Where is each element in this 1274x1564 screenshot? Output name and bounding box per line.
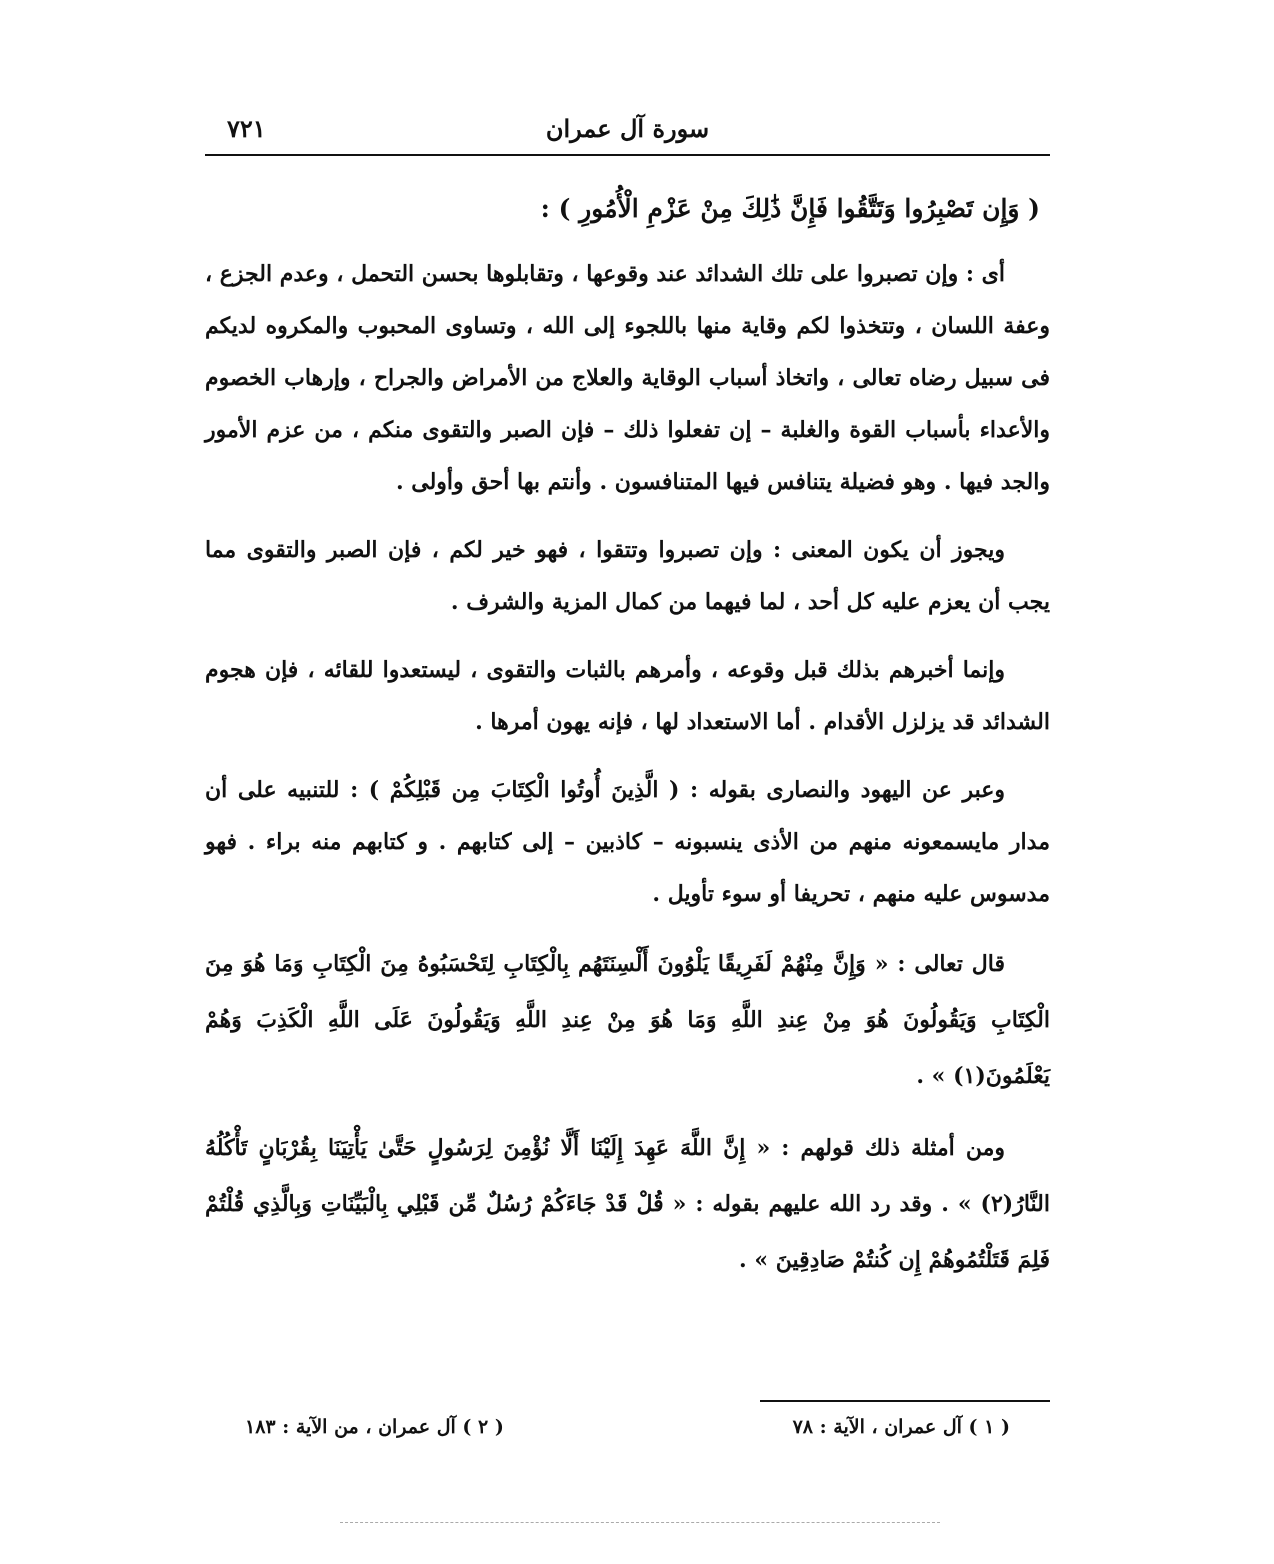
body-text xyxy=(205,184,1050,1288)
footnote-divider xyxy=(760,1400,1050,1402)
paragraph-quran-quote-1: قال تعالى : « وَإِنَّ مِنْهُمْ لَفَرِيقًا يَلْوُونَ أَلْسِنَتَهُم بِالْكِتَابِ لِتَحْسَبُوهُ مِنَ الْكِتَابِ وَمَا هُوَ مِنَ الْكِتَابِ وَيَقُولُونَ هُوَ مِنْ عِندِ اللَّهِ وَمَا هُوَ مِنْ عِندِ اللَّهِ وَيَقُولُونَ عَلَى اللَّهِ الْكَذِبَ وَهُمْ يَعْلَمُونَ(١) » . xyxy=(205,951,1050,1089)
paragraph-preparation: وإنما أخبرهم بذلك قبل وقوعه ، وأمرهم بالثبات والتقوى ، ليستعدوا للقائه ، فإن هجوم الشدائد قد يزلزل الأقدام . أما الاستعداد لها ، فإنه يهون أمرها . xyxy=(205,657,1050,735)
paragraph-explanation: أى : وإن تصبروا على تلك الشدائد عند وقوعها ، وتقابلوها بحسن التحمل ، وعدم الجزع ، وعفة اللسان ، وتتخذوا لكم وقاية منها باللجوء إلى الله ، وتساوى المحبوب والمكروه لديكم فى سبيل رضاه تعالى ، واتخاذ أسباب الوقاية والعلاج من الأمراض والجراح ، وإرهاب الخصوم والأعداء بأسباب القوة والغلبة – إن تفعلوا ذلك – فإن الصبر والتقوى منكم ، من عزم الأمور والجد فيها . وهو فضيلة يتنافس فيها المتنافسون . وأنتم بها أحق وأولى . xyxy=(205,261,1050,495)
page-number: ٧٢١ xyxy=(227,114,266,143)
paragraph-alternate-meaning: ويجوز أن يكون المعنى : وإن تصبروا وتتقوا ، فهو خير لكم ، فإن الصبر والتقوى مما يجب أن يعزم عليه كل أحد ، لما فيهما من كمال المزية والشرف . xyxy=(205,537,1050,615)
scan-artifact-line xyxy=(340,1522,940,1523)
footnote-1: ( ١ ) آل عمران ، الآية : ٧٨ xyxy=(792,1416,1010,1438)
book-page xyxy=(205,110,1050,1510)
footnote-2: ( ٢ ) آل عمران ، من الآية : ١٨٣ xyxy=(245,1416,504,1438)
footnotes xyxy=(245,1416,1010,1438)
paragraph-people-of-book: وعبر عن اليهود والنصارى بقوله : ( الَّذِينَ أُوتُوا الْكِتَابَ مِن قَبْلِكُمْ ) : للتنبيه على أن مدار مايسمعونه منهم من الأذى ينسبونه – كاذبين – إلى كتابهم . و كتابهم منه براء . فهو مدسوس عليه منهم ، تحريفا أو سوء تأويل . xyxy=(205,777,1050,907)
surah-title: سورة آل عمران xyxy=(545,114,710,143)
paragraph-quran-quote-2: ومن أمثلة ذلك قولهم : « إِنَّ اللَّهَ عَهِدَ إِلَيْنَا أَلَّا نُؤْمِنَ لِرَسُولٍ حَتَّىٰ يَأْتِيَنَا بِقُرْبَانٍ تَأْكُلُهُ النَّارُ(٢) » . وقد رد الله عليهم بقوله : « قُلْ قَدْ جَاءَكُمْ رُسُلٌ مِّن قَبْلِي بِالْبَيِّنَاتِ وَبِالَّذِي قُلْتُمْ فَلِمَ قَتَلْتُمُوهُمْ إِن كُنتُمْ صَادِقِينَ » . xyxy=(205,1135,1050,1273)
running-header xyxy=(205,110,1050,156)
verse-heading: ( وَإِن تَصْبِرُوا وَتَتَّقُوا فَإِنَّ ذَٰلِكَ مِنْ عَزْمِ الْأُمُورِ ) : xyxy=(540,194,1040,223)
